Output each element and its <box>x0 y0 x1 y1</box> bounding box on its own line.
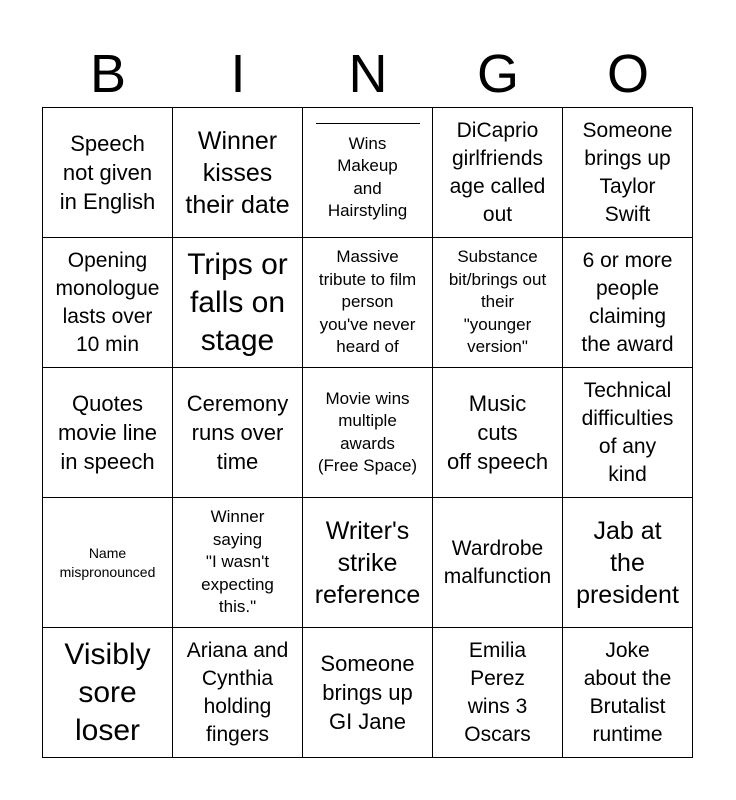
cell-text: brings up <box>584 146 671 170</box>
bingo-cell-r5c1[interactable] <box>42 627 173 758</box>
bingo-cell-r2c4[interactable] <box>432 237 563 368</box>
cell-text: not given <box>62 160 153 185</box>
cell-text: off speech <box>446 449 549 474</box>
bingo-cell-r4c4[interactable] <box>432 497 563 628</box>
cell-text: Ceremony <box>186 391 289 416</box>
cell-text: Substance <box>457 247 538 267</box>
cell-text: Joke <box>605 638 650 662</box>
cell-text: their date <box>185 190 290 219</box>
cell-text: Massive <box>336 247 399 267</box>
bingo-cell-r2c2[interactable] <box>172 237 303 368</box>
cell-text: monologue <box>55 276 160 300</box>
cell-text: Winner <box>197 126 278 155</box>
cell-text: awards <box>340 433 395 453</box>
header-letter-o: O <box>606 44 649 104</box>
cell-text: Taylor <box>599 174 656 198</box>
bingo-cell-r1c5[interactable] <box>562 107 693 238</box>
cell-text: Name <box>88 544 127 561</box>
cell-text: Someone <box>320 651 415 676</box>
bingo-header <box>43 40 693 108</box>
bingo-cell-r4c1[interactable] <box>42 497 173 628</box>
cell-text: Wardrobe <box>451 536 544 560</box>
bingo-cell-r5c3[interactable] <box>302 627 433 758</box>
bingo-cell-r1c4[interactable] <box>432 107 563 238</box>
bingo-cell-r5c2[interactable] <box>172 627 303 758</box>
cell-text: malfunction <box>443 564 552 588</box>
bingo-cell-r3c3-free-space[interactable] <box>302 367 433 498</box>
cell-text: cuts <box>477 420 518 445</box>
bingo-board <box>43 108 693 758</box>
bingo-cell-r5c4[interactable] <box>432 627 563 758</box>
cell-text: Emilia <box>468 638 527 662</box>
cell-text: mispronounced <box>59 563 156 580</box>
cell-text: Someone <box>582 118 673 142</box>
cell-text: Oscars <box>464 722 531 746</box>
cell-text: of any <box>598 434 657 458</box>
cell-text: holding <box>203 694 272 718</box>
bingo-cell-r1c3[interactable] <box>302 107 433 238</box>
cell-text: runs over <box>191 420 284 445</box>
cell-text: runtime <box>592 722 663 746</box>
cell-text: "I wasn't <box>205 552 270 572</box>
bingo-cell-r1c1[interactable] <box>42 107 173 238</box>
cell-text: Cynthia <box>201 666 274 690</box>
cell-text: Music <box>468 391 527 416</box>
cell-text: Hairstyling <box>327 201 408 220</box>
cell-text: tribute to film <box>318 269 417 289</box>
cell-text: in speech <box>60 449 155 474</box>
cell-text: bit/brings out <box>448 269 547 289</box>
cell-text: reference <box>314 580 421 609</box>
header-letter-n: N <box>348 44 388 104</box>
cell-text: "younger <box>463 314 532 334</box>
cell-text: (Free Space) <box>317 456 418 475</box>
cell-text: loser <box>74 713 141 747</box>
cell-text: this." <box>218 597 257 617</box>
cell-text: brings up <box>322 680 413 705</box>
cell-text: Speech <box>70 131 145 156</box>
cell-text: Quotes <box>72 391 143 416</box>
cell-text: time <box>216 449 259 474</box>
cell-text: Technical <box>583 378 672 402</box>
bingo-cell-r4c3[interactable] <box>302 497 433 628</box>
cell-text: version" <box>467 337 528 357</box>
cell-text: expecting <box>201 574 274 594</box>
cell-text: person <box>341 292 394 312</box>
cell-text: people <box>595 276 660 300</box>
cell-text: fingers <box>205 722 270 746</box>
cell-text: movie line <box>57 420 158 445</box>
cell-text: Makeup <box>337 156 398 175</box>
cell-text: in English <box>59 189 156 214</box>
bingo-cell-r4c2[interactable] <box>172 497 303 628</box>
cell-text: Ariana and <box>186 638 289 662</box>
bingo-cell-r5c5[interactable] <box>562 627 693 758</box>
header-letter-i: I <box>230 44 246 104</box>
cell-text: Visibly <box>64 637 151 671</box>
blank-line <box>316 123 420 124</box>
cell-text: multiple <box>338 411 397 430</box>
cell-text: the <box>610 548 645 577</box>
cell-text: the award <box>581 332 674 356</box>
cell-text: 10 min <box>75 332 140 356</box>
bingo-cell-r3c5[interactable] <box>562 367 693 498</box>
cell-text: Writer's <box>325 516 410 545</box>
cell-text: and <box>353 178 382 198</box>
cell-text: Movie wins <box>325 388 410 408</box>
bingo-cell-r3c2[interactable] <box>172 367 303 498</box>
bingo-cell-r1c2[interactable] <box>172 107 303 238</box>
cell-text: Winner <box>210 507 265 527</box>
bingo-cell-r3c1[interactable] <box>42 367 173 498</box>
cell-text: age called <box>449 174 546 198</box>
cell-text: Swift <box>604 202 651 226</box>
cell-text: strike <box>337 548 398 577</box>
cell-text: saying <box>212 529 263 549</box>
cell-text: heard of <box>336 337 399 357</box>
cell-text: sore <box>78 675 137 709</box>
cell-text: president <box>576 580 679 609</box>
cell-text: girlfriends <box>451 146 544 170</box>
cell-text: kind <box>608 462 647 486</box>
cell-text: DiCaprio <box>456 118 539 142</box>
cell-text: out <box>482 202 513 226</box>
cell-text: Perez <box>470 666 525 690</box>
bingo-cell-r2c3[interactable] <box>302 237 433 368</box>
cell-text: GI Jane <box>328 709 407 734</box>
cell-text: wins 3 <box>467 694 528 718</box>
header-letter-b: B <box>89 44 127 104</box>
cell-text: their <box>480 292 515 312</box>
cell-text: claiming <box>588 304 667 328</box>
bingo-cell-r2c1[interactable] <box>42 237 173 368</box>
cell-text: difficulties <box>581 406 674 430</box>
cell-text: kisses <box>202 158 273 187</box>
cell-text: Brutalist <box>589 694 666 718</box>
cell-text: Trips or <box>187 247 288 281</box>
cell-text: 6 or more <box>582 248 673 272</box>
bingo-cell-r3c4[interactable] <box>432 367 563 498</box>
cell-text: about the <box>583 666 672 690</box>
cell-text: stage <box>200 323 275 357</box>
cell-text: lasts over <box>62 304 153 328</box>
cell-text: you've never <box>319 314 416 334</box>
header-letter-g: G <box>476 44 519 104</box>
cell-text: Jab at <box>593 516 662 545</box>
bingo-cell-r2c5[interactable] <box>562 237 693 368</box>
cell-text: falls on <box>189 285 286 319</box>
cell-text: Opening <box>67 248 148 272</box>
cell-text: Wins <box>348 133 387 153</box>
bingo-cell-r4c5[interactable] <box>562 497 693 628</box>
